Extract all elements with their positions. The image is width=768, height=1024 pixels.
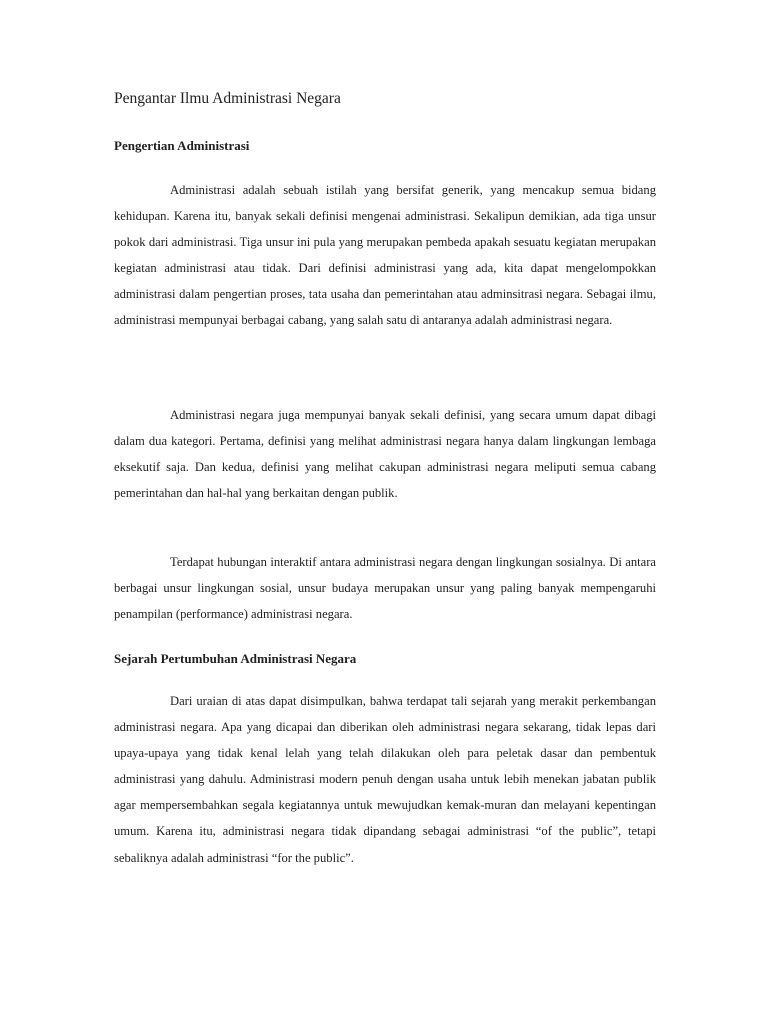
section-heading-pengertian: Pengertian Administrasi — [114, 138, 250, 153]
document-title: Pengantar Ilmu Administrasi Negara — [114, 90, 341, 107]
paragraph-pengertian-2: Administrasi negara juga mempunyai banyak sekali definisi, yang secara umum dapat dibagi dalam dua kategori. Pertama, definisi yang melihat administrasi negara hanya dalam lingkungan lembaga eksekutif saja. Dan kedua, definisi yang melihat cakupan administrasi negara meliputi semua cabang pemerintahan dan hal-hal yang berkaitan dengan publik. — [114, 408, 656, 501]
section-heading-sejarah: Sejarah Pertumbuhan Administrasi Negara — [114, 651, 357, 666]
paragraph-pengertian-3: Terdapat hubungan interaktif antara administrasi negara dengan lingkungan sosialnya. Di antara berbagai unsur lingkungan sosial, unsur budaya merupakan unsur yang paling banyak mempengaruhi penampilan (performance) administrasi negara. — [114, 555, 656, 622]
paragraph-sejarah-1: Dari uraian di atas dapat disimpulkan, bahwa terdapat tali sejarah yang merakit perkembangan administrasi negara. Apa yang dicapai dan diberikan oleh administrasi negara sekarang, tidak lepas dari upaya-upaya yang tidak kenal lelah yang telah dilakukan oleh para peletak dasar dan pembentuk administrasi yang dahulu. Administrasi modern penuh dengan usaha untuk lebih menekan jabatan publik agar mempersembahkan segala kegiatannya untuk mewujudkan kemak-muran dan melayani kepentingan umum. Karena itu, administrasi negara tidak dipandang sebagai administrasi “of the public”, tetapi sebaliknya adalah administrasi “for the public”. — [114, 694, 656, 865]
paragraph-pengertian-1: Administrasi adalah sebuah istilah yang bersifat generik, yang mencakup semua bidang kehidupan. Karena itu, banyak sekali definisi mengenai administrasi. Sekalipun demikian, ada tiga unsur pokok dari administrasi. Tiga unsur ini pula yang merupakan pembeda apakah sesuatu kegiatan merupakan kegiatan administrasi atau tidak. Dari definisi administrasi yang ada, kita dapat mengelompokkan administrasi dalam pengertian proses, tata usaha dan pemerintahan atau adminsitrasi negara. Sebagai ilmu, administrasi mempunyai berbagai cabang, yang salah satu di antaranya adalah administrasi negara. — [114, 183, 656, 328]
